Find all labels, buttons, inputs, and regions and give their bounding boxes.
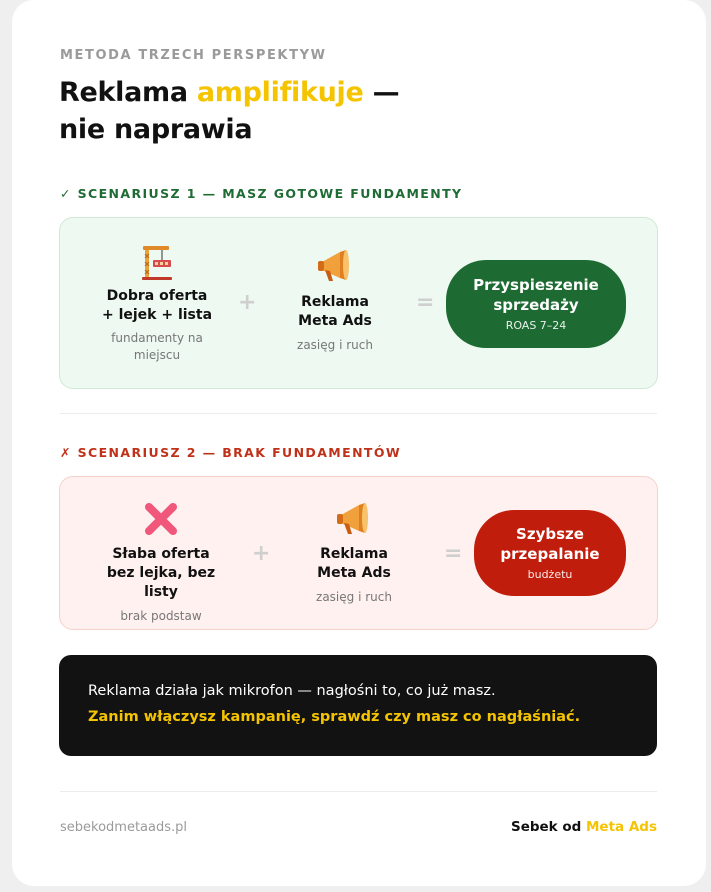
scenario1-mid-sub: zasięg i ruch [297,338,373,352]
scenario1-left-line2: + lejek + lista [101,307,213,323]
equals-operator: = [444,541,463,566]
cross-mark-icon [143,501,179,537]
scenario2-label: ✗ SCENARIUSZ 2 — BRAK FUNDAMENTÓW [60,445,402,460]
scenario1-mid-line1: Reklama [301,294,369,310]
title-part1: Reklama [59,77,197,108]
scenario2-left-line2: bez lejka, bez listy [106,565,216,600]
footer-brand-part1: Sebek od [510,819,586,835]
scenario1-box [59,217,658,389]
scenario1-result-line1: Przyspieszenie [473,276,599,294]
footer-site: sebekodmetaads.pl [60,820,188,835]
scenario2-result-line1: Szybsze [516,525,584,543]
scenario2-mid-line2: Meta Ads [317,565,391,581]
scenario1-meta-ads [274,248,396,354]
scenario1-left-sub-line2: miejscu [133,348,181,362]
scenario1-mid-line2: Meta Ads [298,313,372,329]
scenario2-result-pill [474,510,626,596]
page-title [59,74,399,148]
scenario2-result-sub: budżetu [527,568,573,581]
scenario1-left-sub-line1: fundamenty na [111,331,203,345]
scenario2-left-line1: Słaba oferta [112,546,210,562]
footer-brand-highlight: Meta Ads [585,819,657,835]
scenario2-weak-offer [92,501,230,625]
scenario1-label: ✓ SCENARIUSZ 1 — MASZ GOTOWE FUNDAMENTY [60,186,463,201]
footer-divider [60,791,657,792]
infographic-card [12,0,706,886]
scenario1-result-line2: sprzedaży [493,296,579,314]
section-divider [60,413,657,414]
equals-operator: = [416,290,435,315]
scenario2-mid-sub: zasięg i ruch [316,590,392,604]
title-line2: nie naprawia [59,114,253,145]
scenario2-meta-ads [292,501,416,606]
building-crane-icon [140,244,174,280]
title-part2: — [363,77,400,108]
note-line1: Reklama działa jak mikrofon — nagłośni to, co już masz. [88,683,496,699]
scenario2-left-sub: brak podstaw [120,609,202,623]
takeaway-note [59,655,657,756]
megaphone-icon [316,248,354,284]
scenario1-left-line1: Dobra oferta [106,288,208,304]
footer-brand [511,819,657,835]
scenario2-result-line2: przepalanie [500,545,600,563]
note-line2: Zanim włączysz kampanię, sprawdź czy masz co nagłaśniać. [88,709,581,725]
scenario1-result-pill [446,260,626,348]
plus-operator: + [238,290,257,315]
scenario1-foundations [98,244,216,364]
title-highlight: amplifikuje [196,77,364,108]
scenario2-box [59,476,658,630]
eyebrow-label: METODA TRZECH PERSPEKTYW [60,48,327,63]
megaphone-icon [335,501,373,537]
scenario2-mid-line1: Reklama [320,546,388,562]
scenario1-result-sub: ROAS 7–24 [505,319,567,332]
plus-operator: + [252,541,271,566]
